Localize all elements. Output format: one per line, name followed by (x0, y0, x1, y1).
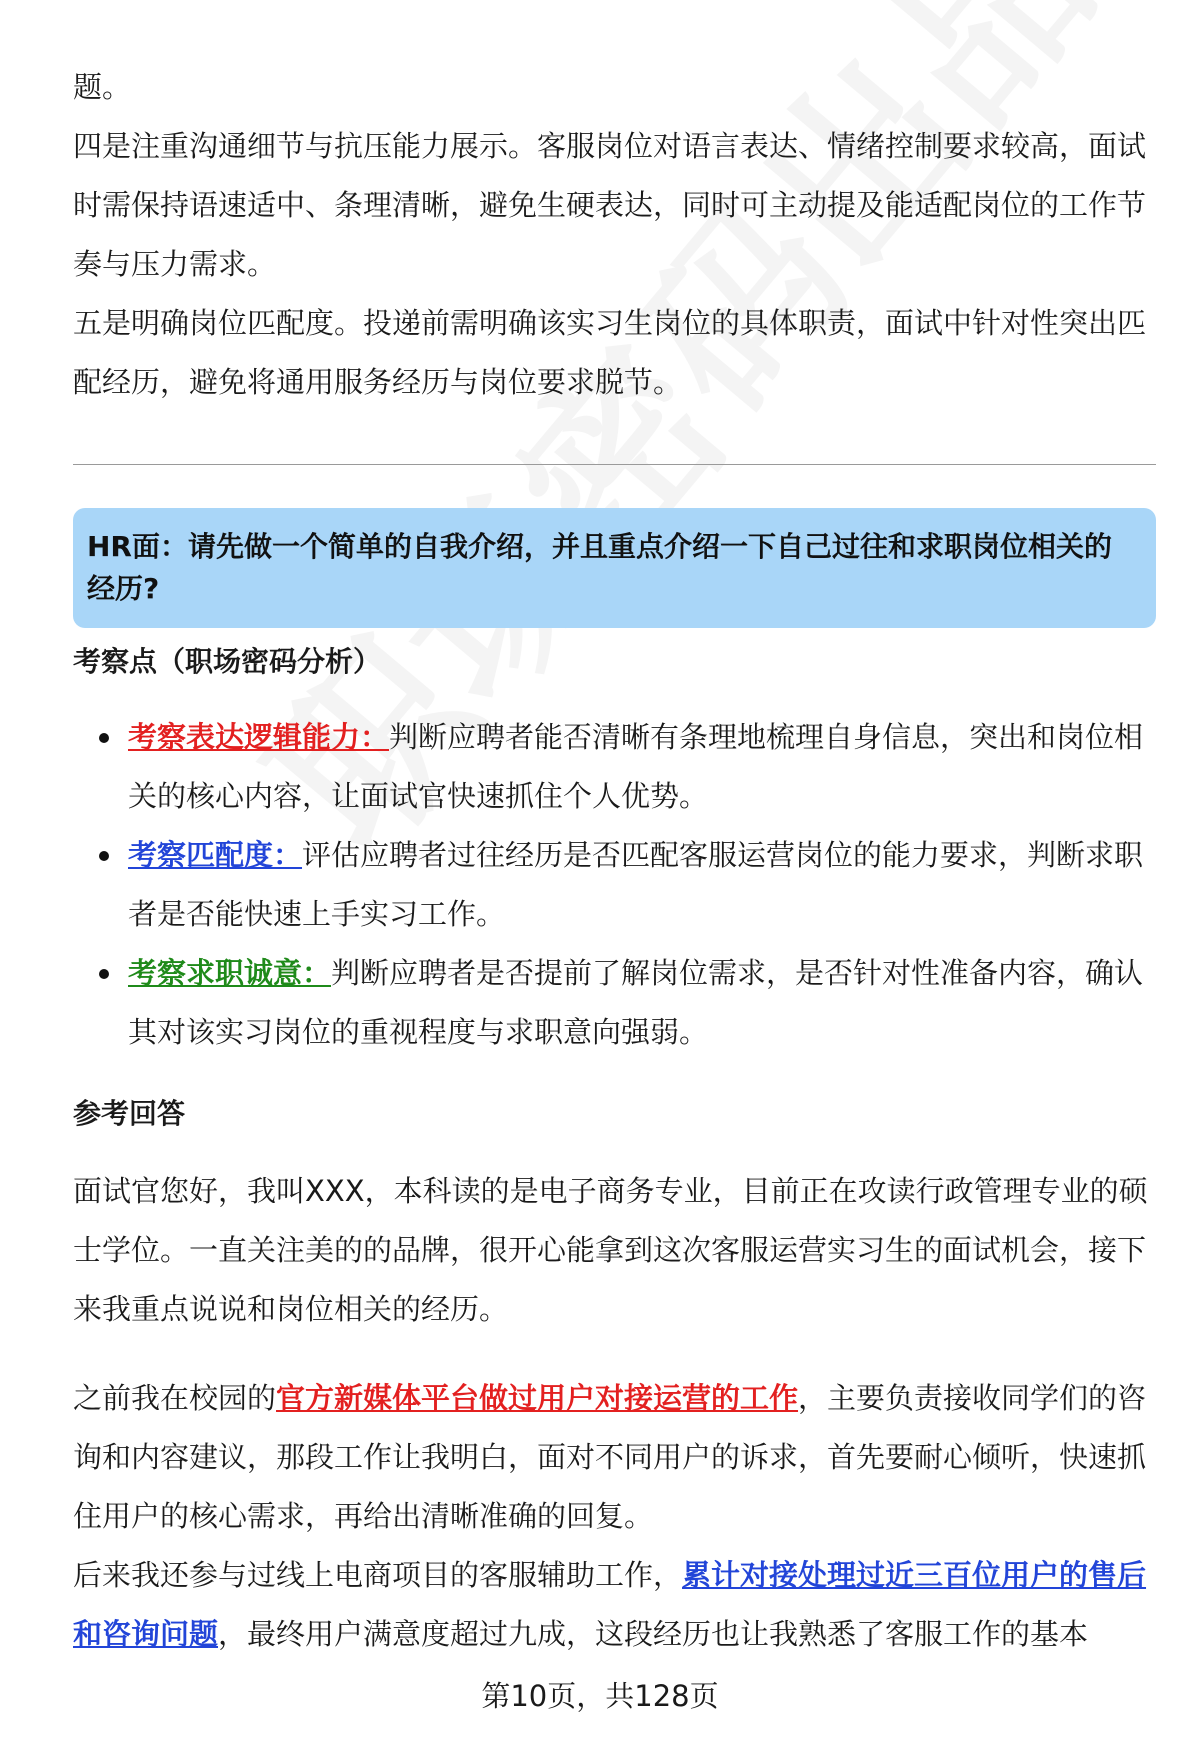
intro-line-tail: 题。 (73, 70, 132, 104)
analysis-heading: 考察点（职场密码分析） (73, 645, 382, 678)
bullet-icon (99, 969, 109, 979)
answer-p3-highlight: 累计对接处理过近三百位用户的售后和咨询问题 (73, 1558, 1147, 1651)
analysis-text: 判断应聘者是否提前了解岗位需求，是否针对性准备内容，确认其对该实习岗位的重视程度与求职意向强弱。 (128, 956, 1144, 1049)
answer-p2-post: ，主要负责接收同学们的咨询和内容建议，那段工作让我明白，面对不同用户的诉求，首先要耐心倾听，快速抓住用户的核心需求，再给出清晰准确的回复。 (73, 1381, 1147, 1533)
question-box (73, 508, 1156, 628)
intro-point-5: 五是明确岗位匹配度。投递前需明确该实习生岗位的具体职责，面试中针对性突出匹配经历，避免将通用服务经历与岗位要求脱节。 (73, 306, 1147, 399)
analysis-text: 评估应聘者过往经历是否匹配客服运营岗位的能力要求，判断求职者是否能快速上手实习工作。 (128, 838, 1144, 931)
analysis-keyword: 考察求职诚意： (128, 956, 332, 990)
question-text: HR面：请先做一个简单的自我介绍，并且重点介绍一下自己过往和求职岗位相关的经历? (87, 530, 1112, 605)
analysis-keyword: 考察表达逻辑能力： (128, 720, 390, 754)
analysis-item (73, 944, 1156, 1062)
answer-paragraph-2 (73, 1369, 1156, 1546)
analysis-text: 判断应聘者能否清晰有条理地梳理自身信息，突出和岗位相关的核心内容，让面试官快速抓住个人优势。 (128, 720, 1144, 813)
page-content (73, 58, 1156, 1664)
analysis-item (73, 708, 1156, 826)
answer-heading: 参考回答 (73, 1097, 186, 1130)
analysis-keyword: 考察匹配度： (128, 838, 303, 872)
bullet-icon (99, 733, 109, 743)
answer-p3-post: ，最终用户满意度超过九成，这段经历也让我熟悉了客服工作的基本 (218, 1617, 1089, 1651)
answer-p2-highlight: 官方新媒体平台做过用户对接运营的工作 (276, 1381, 799, 1415)
page-number: 第10页，共128页 (481, 1679, 719, 1713)
bullet-icon (99, 851, 109, 861)
answer-p2-pre: 之前我在校园的 (73, 1381, 277, 1415)
answer-p3-pre: 后来我还参与过线上电商项目的客服辅助工作， (73, 1558, 683, 1592)
answer-paragraph-3 (73, 1546, 1156, 1664)
analysis-list (73, 708, 1156, 1062)
section-divider (73, 464, 1156, 465)
answer-paragraph-1: 面试官您好，我叫XXX，本科读的是电子商务专业，目前正在攻读行政管理专业的硕士学位。一直关注美的的品牌，很开心能拿到这次客服运营实习生的面试机会，接下来我重点说说和岗位相关的经历。 (73, 1174, 1148, 1326)
intro-point-4: 四是注重沟通细节与抗压能力展示。客服岗位对语言表达、情绪控制要求较高，面试时需保持语速适中、条理清晰，避免生硬表达，同时可主动提及能适配岗位的工作节奏与压力需求。 (73, 129, 1147, 281)
analysis-item (73, 826, 1156, 944)
